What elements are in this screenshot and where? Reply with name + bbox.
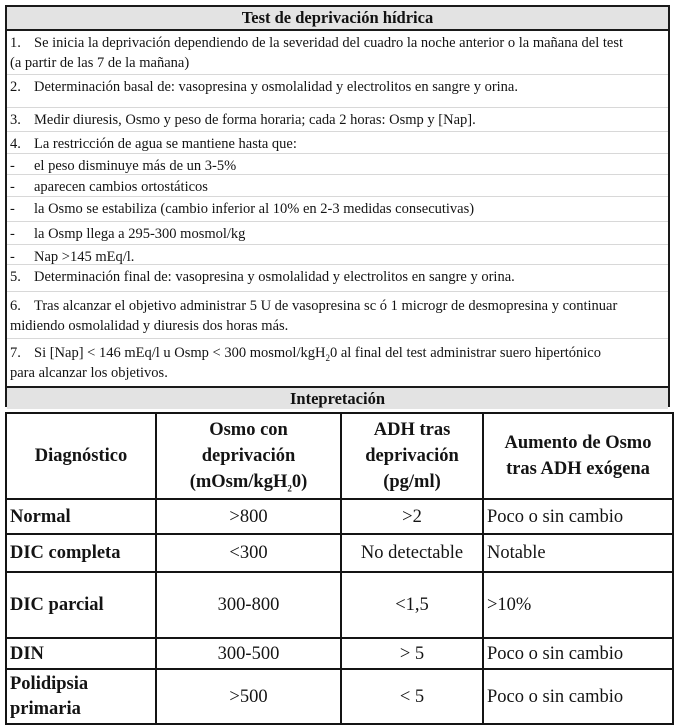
interpretation-title: Intepretación xyxy=(7,386,668,409)
condition-osmo-stable xyxy=(7,197,668,222)
step-text: Tras alcanzar el objetivo administrar 5 U de vasopresina sc ó 1 microgr de desmopresina y continuar xyxy=(34,298,618,314)
dash-bullet: - xyxy=(10,226,15,242)
condition-osmp xyxy=(7,222,668,245)
dash-bullet: - xyxy=(10,201,15,217)
step-text: Si [Nap] < 146 mEq/l u Osmp < 300 mosmol/kgH xyxy=(34,345,326,361)
cell-aumento: Notable xyxy=(483,534,673,572)
table-row xyxy=(6,638,673,669)
cell-osmo: <300 xyxy=(156,534,341,572)
step-text-cont: (a partir de las 7 de la mañana) xyxy=(10,55,190,71)
cell-aumento: >10% xyxy=(483,572,673,638)
table-row xyxy=(6,534,673,572)
table-row xyxy=(6,499,673,534)
cell-diagnosis: DIC completa xyxy=(6,534,156,572)
header-adh-deprivacion: ADH tras deprivación (pg/ml) xyxy=(341,413,483,499)
cell-adh: No detectable xyxy=(341,534,483,572)
step-text: Se inicia la deprivación dependiendo de la severidad del cuadro la noche anterior o la mañana del test xyxy=(34,35,624,51)
protocol-step-3 xyxy=(7,108,668,132)
protocol-step-2 xyxy=(7,75,668,108)
cell-adh: < 5 xyxy=(341,669,483,724)
header-osmo-deprivacion: Osmo con deprivación (mOsm/kgH$_2$0) xyxy=(156,413,341,499)
step-text-cont: para alcanzar los objetivos. xyxy=(10,365,168,381)
cell-osmo: 300-500 xyxy=(156,638,341,669)
protocol-step-5 xyxy=(7,265,668,292)
step-number: 7. xyxy=(10,345,21,361)
cell-osmo: 300-800 xyxy=(156,572,341,638)
step-text: Determinación basal de: vasopresina y osmolalidad y electrolitos en sangre y orina. xyxy=(34,79,518,95)
condition-nap xyxy=(7,245,668,265)
step-number: 1. xyxy=(10,35,21,51)
protocol-step-1 xyxy=(7,31,668,75)
step-number: 2. xyxy=(10,79,21,95)
condition-text: la Osmp llega a 295-300 mosmol/kg xyxy=(34,226,246,242)
table-row xyxy=(6,669,673,724)
step-number: 4. xyxy=(10,136,21,152)
step-text: La restricción de agua se mantiene hasta que: xyxy=(34,136,297,152)
condition-weight-loss xyxy=(7,154,668,175)
step-number: 6. xyxy=(10,298,21,314)
cell-diagnosis: Normal xyxy=(6,499,156,534)
step-number: 3. xyxy=(10,112,21,128)
step-text: Medir diuresis, Osmo y peso de forma horaria; cada 2 horas: Osmp y [Nap]. xyxy=(34,112,476,128)
dash-bullet: - xyxy=(10,179,15,195)
protocol-step-4 xyxy=(7,132,668,154)
cell-adh: >2 xyxy=(341,499,483,534)
cell-aumento: Poco o sin cambio xyxy=(483,638,673,669)
cell-diagnosis: Polidipsia primaria xyxy=(6,669,156,724)
condition-text: el peso disminuye más de un 3-5% xyxy=(34,158,237,174)
cell-aumento: Poco o sin cambio xyxy=(483,499,673,534)
cell-osmo: >800 xyxy=(156,499,341,534)
subscript: 2 xyxy=(325,352,330,363)
cell-adh: <1,5 xyxy=(341,572,483,638)
table-row xyxy=(6,572,673,638)
header-diagnostico: Diagnóstico xyxy=(6,413,156,499)
protocol-title: Test de deprivación hídrica xyxy=(7,7,668,31)
condition-text: aparecen cambios ortostáticos xyxy=(34,179,208,195)
condition-text: la Osmo se estabiliza (cambio inferior al 10% en 2-3 medidas consecutivas) xyxy=(34,201,475,217)
step-text: 0 al final del test administrar suero hipertónico xyxy=(329,345,601,361)
cell-diagnosis: DIN xyxy=(6,638,156,669)
dash-bullet: - xyxy=(10,249,15,265)
interpretation-table xyxy=(5,412,674,725)
table-header-row xyxy=(6,413,673,499)
cell-diagnosis: DIC parcial xyxy=(6,572,156,638)
step-text-cont: midiendo osmolalidad y diuresis dos horas más. xyxy=(10,318,289,334)
condition-text: Nap >145 mEq/l. xyxy=(34,249,135,265)
header-aumento-osmo: Aumento de Osmo tras ADH exógena xyxy=(483,413,673,499)
protocol-step-7 xyxy=(7,339,668,386)
cell-adh: > 5 xyxy=(341,638,483,669)
dash-bullet: - xyxy=(10,158,15,174)
protocol-step-6 xyxy=(7,292,668,339)
step-number: 5. xyxy=(10,269,21,285)
cell-osmo: >500 xyxy=(156,669,341,724)
condition-orthostatic xyxy=(7,175,668,197)
cell-aumento: Poco o sin cambio xyxy=(483,669,673,724)
water-deprivation-protocol xyxy=(5,5,670,407)
step-text: Determinación final de: vasopresina y osmolalidad y electrolitos en sangre y orina. xyxy=(34,269,515,285)
